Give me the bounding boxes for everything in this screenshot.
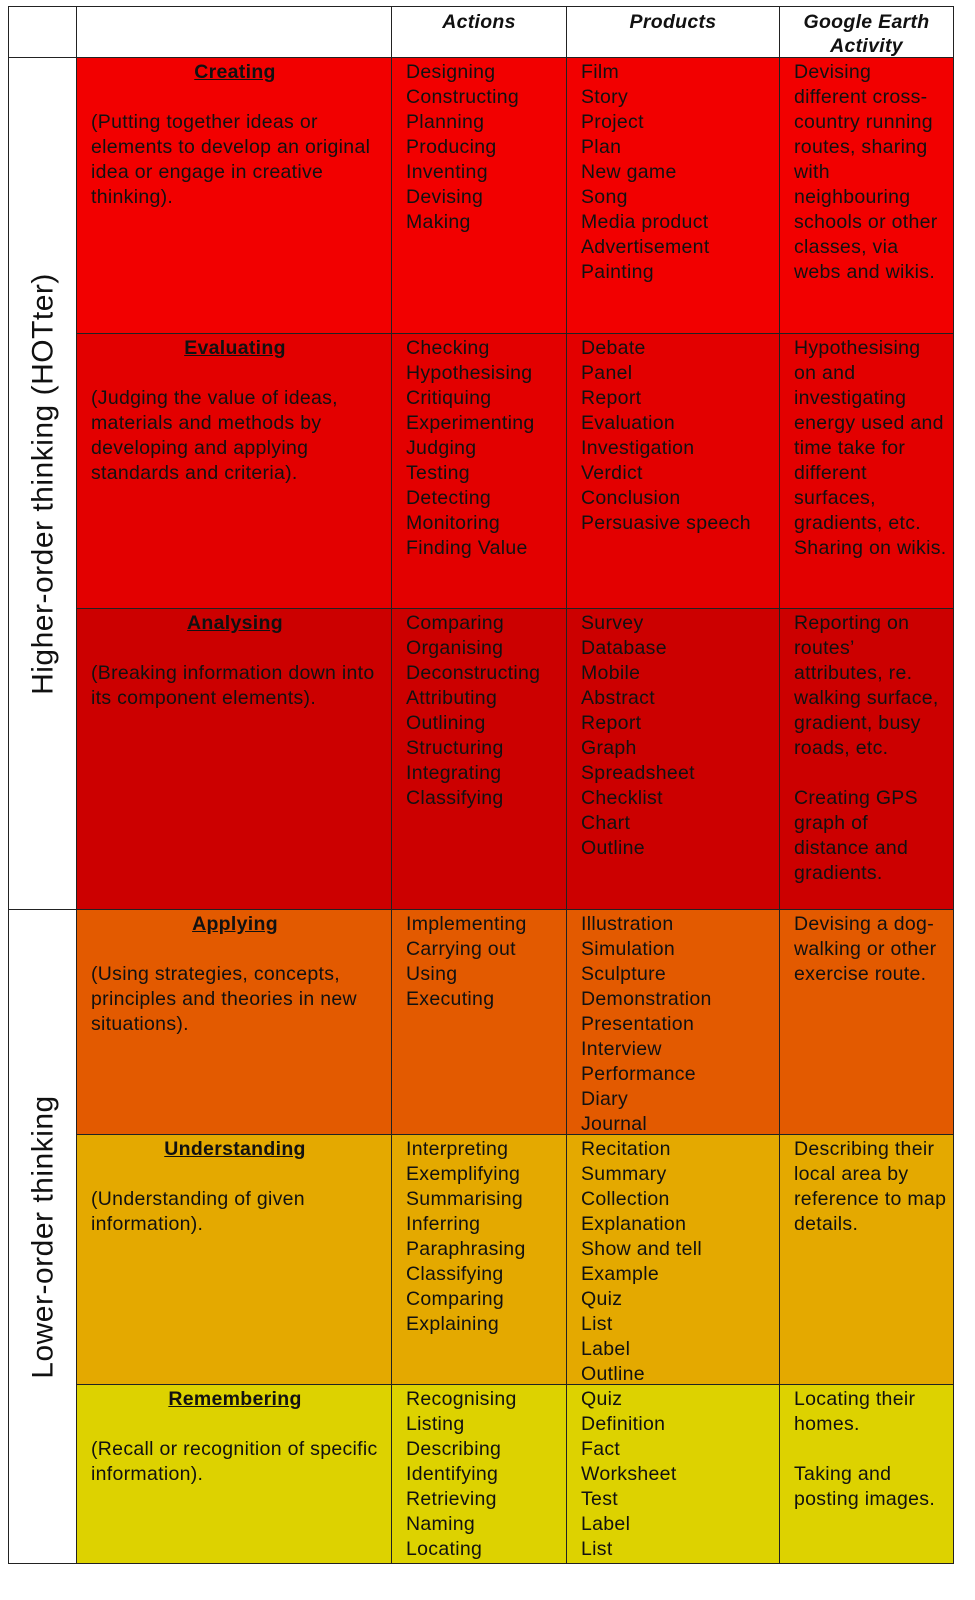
- action-item: Explaining: [406, 1313, 499, 1335]
- product-item: Painting: [581, 261, 654, 283]
- level-name: Evaluating: [184, 337, 286, 359]
- product-cell-remembering: [567, 1385, 780, 1563]
- action-item: Implementing: [406, 913, 527, 935]
- product-item: Graph: [581, 737, 637, 759]
- paragraph-gap: [794, 1437, 947, 1462]
- product-item: Recitation: [581, 1138, 671, 1160]
- action-item: Executing: [406, 988, 495, 1010]
- level-cell-analysing: [77, 609, 392, 910]
- product-item: Persuasive speech: [581, 512, 751, 534]
- action-cell-creating: [392, 58, 567, 334]
- product-item: Simulation: [581, 938, 676, 960]
- product-item: Show and tell: [581, 1238, 702, 1260]
- action-item: Testing: [406, 462, 470, 484]
- action-item: Describing: [406, 1438, 502, 1460]
- product-item: Outline: [581, 1363, 645, 1385]
- action-cell-evaluating: [392, 334, 567, 609]
- product-item: Debate: [581, 337, 646, 359]
- activity-cell-analysing: [780, 609, 953, 910]
- product-item: Journal: [581, 1113, 648, 1135]
- product-item: Database: [581, 637, 667, 659]
- product-item: Report: [581, 712, 642, 734]
- product-item: Evaluation: [581, 412, 676, 434]
- action-item: Integrating: [406, 762, 502, 784]
- header-corner-level: [77, 7, 392, 58]
- level-cell-remembering: [77, 1385, 392, 1563]
- activity-cell-creating: [780, 58, 953, 334]
- product-item: Illustration: [581, 913, 674, 935]
- product-item: Advertisement: [581, 236, 710, 258]
- product-item: Definition: [581, 1413, 666, 1435]
- product-item: Fact: [581, 1438, 621, 1460]
- product-item: Presentation: [581, 1013, 695, 1035]
- product-item: Plan: [581, 136, 622, 158]
- activity-text: Taking and posting images.: [794, 1463, 936, 1510]
- product-item: Checklist: [581, 787, 663, 809]
- action-item: Critiquing: [406, 387, 492, 409]
- action-item: Summarising: [406, 1188, 524, 1210]
- level-cell-creating: [77, 58, 392, 334]
- level-description: (Using strategies, concepts, principles and theories in new situations).: [91, 963, 357, 1035]
- activity-cell-applying: [780, 910, 953, 1135]
- action-item: Monitoring: [406, 512, 501, 534]
- activity-text: Devising different cross-country running routes, sharing with neighbouring schools or other classes, via webs and wikis.: [794, 61, 938, 283]
- product-cell-analysing: [567, 609, 780, 910]
- product-item: Explanation: [581, 1213, 687, 1235]
- action-cell-analysing: [392, 609, 567, 910]
- action-item: Hypothesising: [406, 362, 533, 384]
- product-item: Quiz: [581, 1388, 623, 1410]
- action-item: Structuring: [406, 737, 504, 759]
- product-item: Sculpture: [581, 963, 667, 985]
- product-item: Worksheet: [581, 1463, 677, 1485]
- product-item: Example: [581, 1263, 659, 1285]
- level-description: (Understanding of given information).: [91, 1188, 305, 1235]
- action-item: Retrieving: [406, 1488, 497, 1510]
- action-item: Paraphrasing: [406, 1238, 526, 1260]
- blooms-taxonomy-table: [8, 6, 954, 1564]
- product-item: Story: [581, 86, 629, 108]
- product-item: Label: [581, 1513, 631, 1535]
- action-item: Detecting: [406, 487, 492, 509]
- action-item: Interpreting: [406, 1138, 509, 1160]
- activity-text: Locating their homes.: [794, 1388, 916, 1435]
- product-item: Interview: [581, 1038, 662, 1060]
- product-cell-understanding: [567, 1135, 780, 1385]
- action-item: Experimenting: [406, 412, 535, 434]
- product-item: List: [581, 1538, 613, 1560]
- product-item: Performance: [581, 1063, 696, 1085]
- header-products: Products: [567, 7, 780, 58]
- action-cell-remembering: [392, 1385, 567, 1563]
- header-actions: Actions: [392, 7, 567, 58]
- product-item: Conclusion: [581, 487, 681, 509]
- product-item: Test: [581, 1488, 618, 1510]
- product-item: Abstract: [581, 687, 655, 709]
- action-item: Judging: [406, 437, 477, 459]
- product-item: Verdict: [581, 462, 643, 484]
- product-item: Diary: [581, 1088, 629, 1110]
- action-item: Finding Value: [406, 537, 528, 559]
- action-item: Classifying: [406, 787, 504, 809]
- product-item: Label: [581, 1338, 631, 1360]
- lower-order-label: Lower-order thinking: [26, 1094, 59, 1379]
- action-item: Making: [406, 211, 471, 233]
- action-item: Deconstructing: [406, 662, 541, 684]
- action-item: Identifying: [406, 1463, 499, 1485]
- action-item: Naming: [406, 1513, 475, 1535]
- product-item: Media product: [581, 211, 709, 233]
- level-description: (Breaking information down into its component elements).: [91, 662, 375, 709]
- product-item: Spreadsheet: [581, 762, 695, 784]
- higher-order-label: Higher-order thinking (HOTter): [26, 272, 59, 695]
- level-cell-understanding: [77, 1135, 392, 1385]
- product-item: Demonstration: [581, 988, 712, 1010]
- action-item: Devising: [406, 186, 484, 208]
- action-item: Comparing: [406, 612, 505, 634]
- product-item: Outline: [581, 837, 645, 859]
- header-activity: Google Earth Activity: [780, 7, 953, 58]
- product-item: Investigation: [581, 437, 695, 459]
- level-description: (Putting together ideas or elements to develop an original idea or engage in creative thinking).: [91, 111, 371, 208]
- action-item: Checking: [406, 337, 490, 359]
- action-item: Exemplifying: [406, 1163, 521, 1185]
- activity-text: Devising a dog-walking or other exercise route.: [794, 913, 937, 985]
- action-item: Listing: [406, 1413, 465, 1435]
- action-item: Inferring: [406, 1213, 481, 1235]
- product-item: Song: [581, 186, 628, 208]
- product-item: Project: [581, 111, 644, 133]
- action-cell-applying: [392, 910, 567, 1135]
- action-item: Designing: [406, 61, 496, 83]
- paragraph-gap: [794, 761, 947, 786]
- activity-cell-understanding: [780, 1135, 953, 1385]
- action-item: Organising: [406, 637, 504, 659]
- activity-cell-remembering: [780, 1385, 953, 1563]
- product-item: Panel: [581, 362, 633, 384]
- action-cell-understanding: [392, 1135, 567, 1385]
- product-item: Quiz: [581, 1288, 623, 1310]
- action-item: Inventing: [406, 161, 488, 183]
- product-item: Collection: [581, 1188, 670, 1210]
- side-higher-order: [9, 58, 77, 910]
- product-cell-applying: [567, 910, 780, 1135]
- action-item: Locating: [406, 1538, 483, 1560]
- level-description: (Recall or recognition of specific information).: [91, 1438, 378, 1485]
- action-item: Classifying: [406, 1263, 504, 1285]
- side-lower-order: [9, 910, 77, 1563]
- product-item: New game: [581, 161, 677, 183]
- level-name: Remembering: [168, 1388, 302, 1410]
- level-name: Analysing: [187, 612, 283, 634]
- product-item: Chart: [581, 812, 631, 834]
- product-item: List: [581, 1313, 613, 1335]
- activity-text: Reporting on routes’ attributes, re. walking surface, gradient, busy roads, etc.: [794, 612, 939, 759]
- product-item: Mobile: [581, 662, 641, 684]
- action-item: Outlining: [406, 712, 486, 734]
- product-item: Report: [581, 387, 642, 409]
- level-description: (Judging the value of ideas, materials and methods by developing and applying standards and criteria).: [91, 387, 338, 484]
- activity-cell-evaluating: [780, 334, 953, 609]
- activity-text: Hypothesising on and investigating energy used and time take for different surfaces, gradients, etc. Sharing on wikis.: [794, 337, 947, 559]
- level-cell-applying: [77, 910, 392, 1135]
- action-item: Carrying out: [406, 938, 516, 960]
- level-name: Applying: [192, 913, 278, 935]
- action-item: Using: [406, 963, 458, 985]
- action-item: Planning: [406, 111, 485, 133]
- activity-text: Describing their local area by reference to map details.: [794, 1138, 947, 1235]
- level-name: Creating: [194, 61, 276, 83]
- level-name: Understanding: [164, 1138, 306, 1160]
- action-item: Comparing: [406, 1288, 505, 1310]
- product-item: Film: [581, 61, 620, 83]
- action-item: Constructing: [406, 86, 520, 108]
- action-item: Recognising: [406, 1388, 517, 1410]
- product-cell-creating: [567, 58, 780, 334]
- action-item: Attributing: [406, 687, 498, 709]
- product-item: Survey: [581, 612, 644, 634]
- header-corner-side: [9, 7, 77, 58]
- action-item: Producing: [406, 136, 497, 158]
- product-cell-evaluating: [567, 334, 780, 609]
- level-cell-evaluating: [77, 334, 392, 609]
- product-item: Summary: [581, 1163, 667, 1185]
- activity-text: Creating GPS graph of distance and gradients.: [794, 787, 918, 884]
